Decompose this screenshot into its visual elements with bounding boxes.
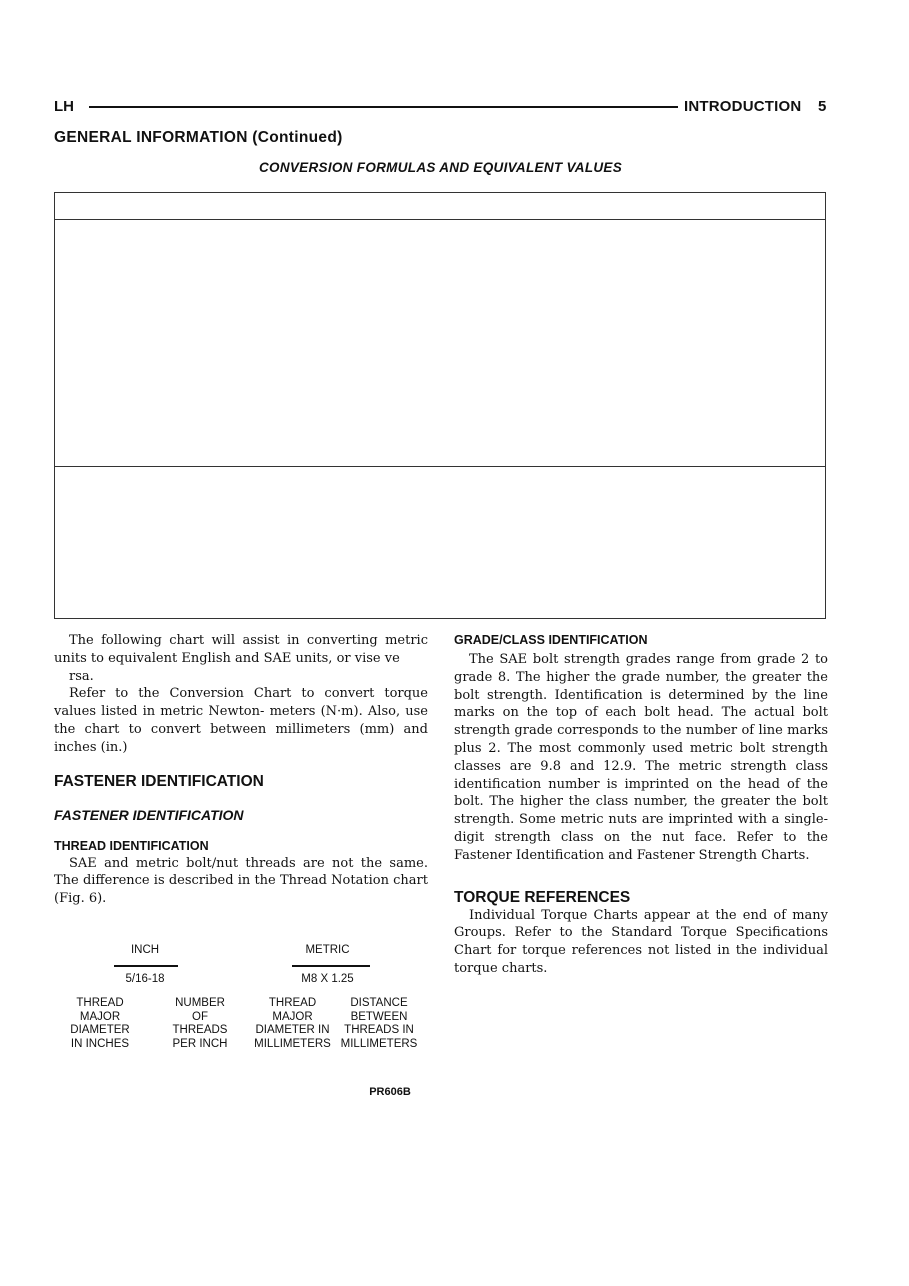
section-title: GENERAL INFORMATION (Continued) [54, 129, 343, 146]
thread-paragraph: SAE and metric bolt/nut threads are not the same. The difference is described in the Thread Notation chart (Fig. 6). [54, 855, 428, 907]
table-row-divider [55, 466, 825, 467]
figure-metric-diameter-caption: THREAD MAJOR DIAMETER IN MILLIMETERS [254, 997, 331, 1050]
torque-heading: TORQUE REFERENCES [454, 888, 631, 906]
figure-inch-label: INCH [130, 944, 160, 956]
thread-notation-figure [60, 936, 430, 1106]
left-column [54, 632, 428, 908]
torque-paragraph: Individual Torque Charts appear at the end of many Groups. Refer to the Standard Torque Specifications Chart for torque references not listed in the individual torque charts. [454, 907, 828, 976]
table-header-divider [55, 219, 825, 220]
conversion-table [54, 192, 826, 619]
header-section-name: INTRODUCTION [684, 98, 802, 115]
figure-metric-label: METRIC [305, 944, 350, 956]
table-caption: CONVERSION FORMULAS AND EQUIVALENT VALUES [258, 160, 623, 175]
thread-heading: THREAD IDENTIFICATION [54, 838, 209, 853]
figure-inch-threads-caption: NUMBER OF THREADS PER INCH [172, 997, 228, 1050]
intro-paragraph-2: Refer to the Conversion Chart to convert torque values listed in metric Newton- meters (N·m). Also, use the chart to convert between millimeters (mm) and inches (in.) [54, 686, 428, 755]
figure-metric-value: M8 X 1.25 [301, 973, 354, 985]
intro-paragraph-1-tail: rsa. [69, 668, 94, 684]
header-rule [89, 106, 678, 108]
figure-inch-value: 5/16-18 [125, 973, 165, 985]
fastener-heading: FASTENER IDENTIFICATION [54, 772, 264, 790]
figure-code: PR606B [369, 1086, 411, 1098]
figure-metric-distance-caption: DISTANCE BETWEEN THREADS IN MILLIMETERS [340, 997, 418, 1050]
figure-metric-rule [292, 965, 370, 967]
intro-paragraph-1: The following chart will assist in converting metric units to equivalent English and SAE units, or vise ve [54, 633, 428, 666]
grade-paragraph: The SAE bolt strength grades range from grade 2 to grade 8. The higher the grade number, the greater the bolt strength. Identification is determined by the line marks on the top of each bolt head. The actual bolt strength grade corresponds to the number of line marks plus 2. The most commonly used metric bolt strength classes are 9.8 and 12.9. The metric strength class identification number is imprinted on the head of the bolt. The higher the class number, the greater the bolt strength. Some metric nuts are imprinted with a single-digit strength class on the nut face. Refer to the Fastener Identification and Fastener Strength Charts. [454, 652, 828, 863]
page-number: 5 [818, 98, 827, 115]
grade-heading: GRADE/CLASS IDENTIFICATION [454, 633, 648, 647]
right-column [454, 633, 828, 978]
header-vehicle-code: LH [54, 98, 74, 115]
figure-inch-diameter-caption: THREAD MAJOR DIAMETER IN INCHES [70, 997, 130, 1050]
figure-inch-rule [114, 965, 178, 967]
fastener-subheading: FASTENER IDENTIFICATION [54, 806, 244, 823]
